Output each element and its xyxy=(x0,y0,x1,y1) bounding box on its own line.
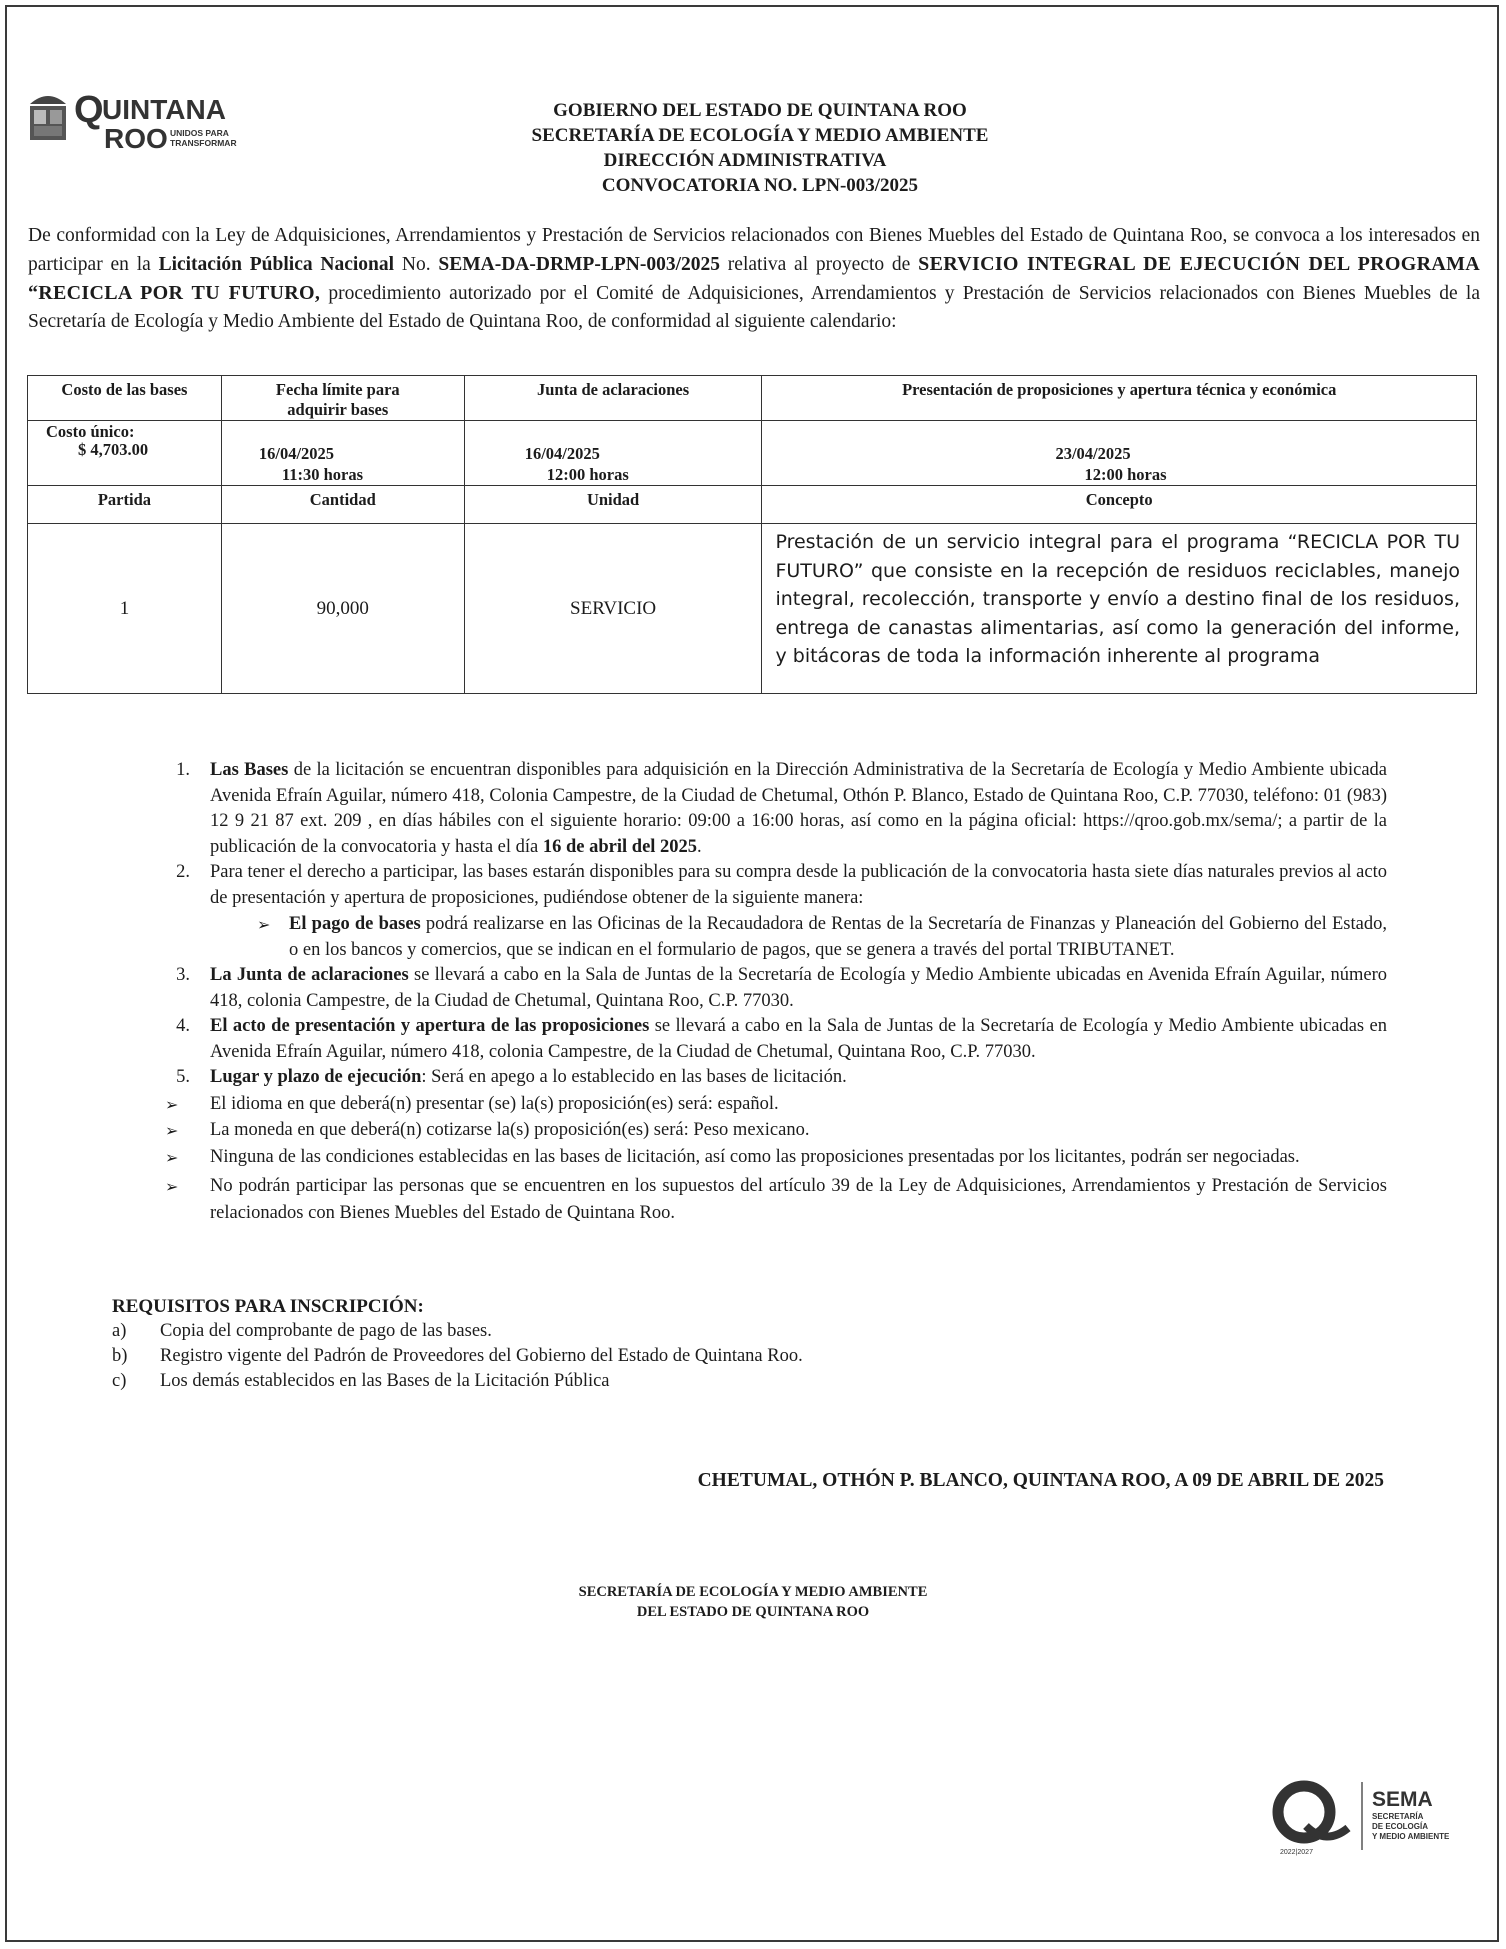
footer-line-1: SECRETARÍA DE ECOLOGÍA Y MEDIO AMBIENTE xyxy=(578,1584,928,1600)
list-item xyxy=(165,963,1387,1014)
header-direction: DIRECCIÓN ADMINISTRATIVA xyxy=(603,150,887,171)
concepto-value: Prestación de un servicio integral para el programa “RECICLA POR TU FUTURO” que consiste en la recepción de residuos reciclables, manejo integral, recolección, transporte y envío a destino final de los residuos, entrega de canastas alimentarias, así como la generación del informe, y bitácoras de toda la información inherente al programa xyxy=(762,524,1477,694)
item-letter: b) xyxy=(112,1346,128,1366)
item-text-end: . xyxy=(697,836,702,857)
item-text: Para tener el derecho a participar, las bases estarán disponibles para su compra desde la publicación de la convocatoria hasta siete días naturales previos al acto de presentación y apertura de proposiciones, pudiéndose obtener de la siguiente manera: xyxy=(210,862,1387,908)
sub-list-item xyxy=(165,912,1387,963)
requirements-section xyxy=(112,1294,1012,1394)
item-text: El idioma en que deberá(n) presentar (se) la(s) proposición(es) será: español. xyxy=(210,1093,779,1114)
footer-line-2: DEL ESTADO DE QUINTANA ROO xyxy=(636,1604,870,1620)
item-letter: c) xyxy=(112,1371,127,1391)
arrow-bullet-icon: ➢ xyxy=(165,1121,179,1140)
item-text: se llevará a cabo en la Sala de Juntas de la Secretaría de Ecología y Medio Ambiente ubicadas en Avenida Efraín Aguilar, número 418, colonia Campestre, de la Ciudad de Chetumal, Quintana Roo, C.P. 77030. xyxy=(210,1016,1387,1062)
requirements-title: REQUISITOS PARA INSCRIPCIÓN: xyxy=(112,1296,424,1317)
svg-text:Y MEDIO AMBIENTE: Y MEDIO AMBIENTE xyxy=(1372,1832,1450,1841)
list-item xyxy=(112,1319,1012,1344)
arrow-bullet-icon: ➢ xyxy=(165,1177,179,1196)
item-text: Copia del comprobante de pago de las bases. xyxy=(160,1321,492,1341)
cost-value: $ 4,703.00 xyxy=(78,440,149,459)
intro-bold-project: SERVICIO INTEGRAL DE EJECUCIÓN DEL PROGRAMA “RECICLA POR TU FUTURO, xyxy=(28,253,1480,304)
sema-logo xyxy=(1266,1776,1476,1856)
th-unidad: Unidad xyxy=(464,486,762,524)
intro-text-1: De conformidad con la Ley de Adquisiciones, Arrendamientos y Prestación de Servicios relacionados con Bienes Muebles del Estado de Quintana Roo, se convoca a los interesados en participar en la xyxy=(28,225,1480,275)
intro-bold-tender-type: Licitación Pública Nacional xyxy=(158,254,395,275)
place-date-line: CHETUMAL, OTHÓN P. BLANCO, QUINTANA ROO, A 09 DE ABRIL DE 2025 xyxy=(697,1470,1384,1491)
item-text: No podrán participar las personas que se encuentren en los supuestos del artículo 39 de la Ley de Adquisiciones, Arrendamientos y Prestación de Servicios relacionados con Bienes Muebles del Estado de Quintana Roo. xyxy=(210,1176,1387,1223)
list-item xyxy=(165,1118,1387,1144)
intro-text-3: relativa al proyecto de xyxy=(720,254,919,275)
item-number: 1. xyxy=(176,760,190,780)
table-header-row xyxy=(28,376,1477,421)
intro-text-4: procedimiento autorizado por el Comité de Adquisiciones, Arrendamientos y Prestación de Servicios relacionados con Bienes Muebles de la Secretaría de Ecología y Medio Ambiente del Estado de Quintana Roo, de conformidad al siguiente calendario: xyxy=(28,283,1480,332)
item-bold: La Junta de aclaraciones xyxy=(210,965,409,985)
meeting-date: 16/04/2025 xyxy=(524,444,600,463)
footer-signature xyxy=(503,1582,1003,1622)
cantidad-value: 90,000 xyxy=(221,524,464,694)
item-bold: Las Bases xyxy=(210,760,289,780)
svg-text:2022|2027: 2022|2027 xyxy=(1280,1849,1313,1856)
table-dates-row xyxy=(28,421,1477,486)
list-item xyxy=(165,1173,1387,1227)
arrow-bullet-icon: ➢ xyxy=(257,915,271,934)
item-text: de la licitación se encuentran disponibles para adquisición en la Dirección Administrativa de la Secretaría de Ecología y Medio Ambiente ubicada Avenida Efraín Aguilar, número 418, Colonia Campestre, de la Ciudad de Chetumal, Othón P. Blanco, Estado de Quintana Roo, C.P. 77030, teléfono: 01 (983) 12 9 21 87 ext. 209 , en días hábiles con el siguiente horario: 09:00 a 16:00 horas, así como en la página oficial: https://qroo.gob.mx/sema/; a partir de la publicación de la convocatoria y hasta el día xyxy=(210,760,1387,857)
header-call-number: CONVOCATORIA NO. LPN-003/2025 xyxy=(601,175,919,196)
header-secretary: SECRETARÍA DE ECOLOGÍA Y MEDIO AMBIENTE xyxy=(531,125,989,146)
item-number: 5. xyxy=(176,1067,190,1087)
deadline-time: 11:30 horas xyxy=(281,465,364,484)
table-subheader-row xyxy=(28,486,1477,524)
item-text: podrá realizarse en las Oficinas de la Recaudadora de Rentas de la Secretaría de Finanzas y Planeación del Gobierno del Estado, o en los bancos y comercios, que se indican en el formulario de pagos, que se genera a través del portal TRIBUTANET. xyxy=(289,914,1387,960)
item-bold: El pago de bases xyxy=(289,914,421,934)
svg-text:SECRETARÍA: SECRETARÍA xyxy=(1372,1812,1424,1821)
svg-text:UINTANA: UINTANA xyxy=(102,94,226,125)
svg-text:Q: Q xyxy=(74,89,104,131)
cost-label: Costo único: xyxy=(46,422,135,441)
table-row xyxy=(28,524,1477,694)
list-item xyxy=(112,1344,1012,1369)
intro-paragraph xyxy=(28,222,1480,336)
presentation-cell xyxy=(762,421,1477,486)
list-item xyxy=(165,1014,1387,1065)
list-item xyxy=(165,1065,1387,1091)
arrow-bullet-icon: ➢ xyxy=(165,1094,179,1114)
th-cost: Costo de las bases xyxy=(28,376,222,421)
item-text: Los demás establecidos en las Bases de la Licitación Pública xyxy=(160,1371,610,1391)
th-cantidad: Cantidad xyxy=(221,486,464,524)
item-text: : Será en apego a lo establecido en las bases de licitación. xyxy=(421,1067,847,1087)
unidad-value: SERVICIO xyxy=(464,524,762,694)
th-partida: Partida xyxy=(28,486,222,524)
item-bold: Lugar y plazo de ejecución xyxy=(210,1067,422,1087)
deadline-cell xyxy=(221,421,464,486)
item-text: se llevará a cabo en la Sala de Juntas de la Secretaría de Ecología y Medio Ambiente ubicadas en Avenida Efraín Aguilar, número 418, colonia Campestre, de la Ciudad de Chetumal, Quintana Roo, C.P. 77030. xyxy=(210,965,1387,1011)
deadline-date: 16/04/2025 xyxy=(258,444,335,463)
th-presentation: Presentación de proposiciones y apertura técnica y económica xyxy=(762,376,1477,421)
item-bold: El acto de presentación y apertura de las proposiciones xyxy=(210,1016,650,1036)
cost-cell xyxy=(28,421,222,486)
intro-bold-tender-number: SEMA-DA-DRMP-LPN-003/2025 xyxy=(438,254,721,275)
partida-value: 1 xyxy=(28,524,222,694)
svg-text:DE ECOLOGÍA: DE ECOLOGÍA xyxy=(1372,1822,1429,1831)
svg-text:TRANSFORMAR: TRANSFORMAR xyxy=(170,138,237,148)
item-number: 4. xyxy=(176,1016,190,1036)
document-header xyxy=(360,98,1160,198)
conditions-list xyxy=(165,758,1387,1227)
meeting-time: 12:00 horas xyxy=(546,465,629,484)
intro-text-2: No. xyxy=(394,254,439,275)
svg-text:SEMA: SEMA xyxy=(1372,1788,1433,1811)
item-text: La moneda en que deberá(n) cotizarse la(s) proposición(es) será: Peso mexicano. xyxy=(210,1120,810,1140)
th-concepto: Concepto xyxy=(762,486,1477,524)
item-text: Ninguna de las condiciones establecidas en las bases de licitación, así como las proposiciones presentadas por los licitantes, podrán ser negociadas. xyxy=(210,1146,1300,1167)
th-deadline: Fecha límite para adquirir bases xyxy=(221,376,464,421)
list-item xyxy=(165,758,1387,860)
calendar-table xyxy=(27,375,1477,694)
item-number: 2. xyxy=(176,862,190,882)
meeting-cell xyxy=(464,421,762,486)
item-number: 3. xyxy=(176,965,190,985)
header-government: GOBIERNO DEL ESTADO DE QUINTANA ROO xyxy=(553,100,967,121)
list-item xyxy=(112,1369,1012,1394)
presentation-date: 23/04/2025 xyxy=(1055,444,1131,463)
svg-text:ROO: ROO xyxy=(104,123,168,154)
svg-text:UNIDOS PARA: UNIDOS PARA xyxy=(170,128,229,138)
item-letter: a) xyxy=(112,1321,127,1341)
item-text: Registro vigente del Padrón de Proveedores del Gobierno del Estado de Quintana Roo. xyxy=(160,1346,803,1366)
list-item xyxy=(165,1092,1387,1118)
presentation-time: 12:00 horas xyxy=(1084,465,1167,484)
list-item xyxy=(165,1145,1387,1171)
arrow-bullet-icon: ➢ xyxy=(165,1147,179,1167)
th-meeting: Junta de aclaraciones xyxy=(464,376,762,421)
quintana-roo-logo xyxy=(28,86,278,156)
list-item xyxy=(165,860,1387,911)
item-bold-date: 16 de abril del 2025 xyxy=(542,836,698,857)
